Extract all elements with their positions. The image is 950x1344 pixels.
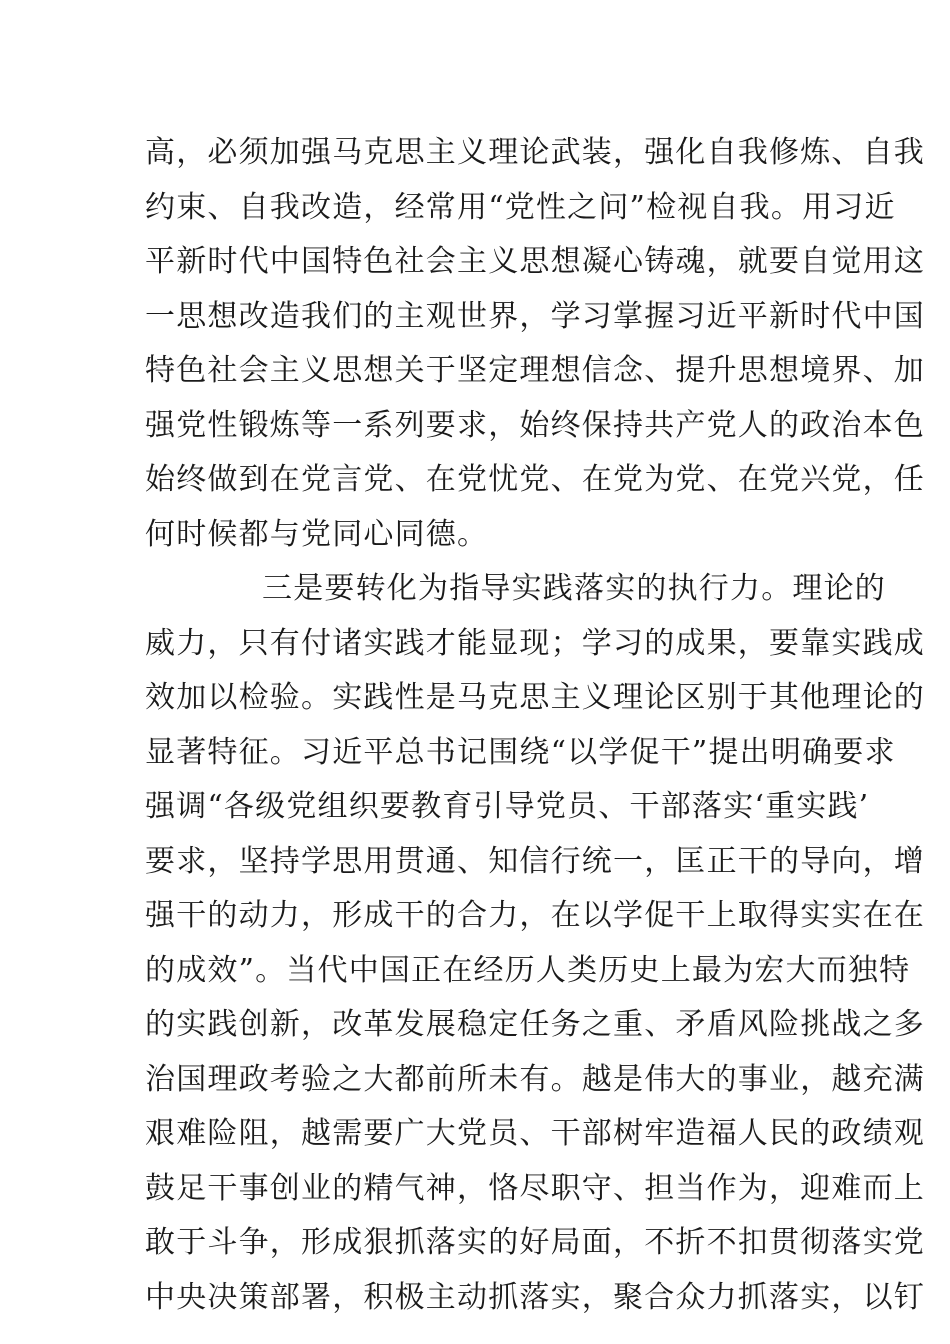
text-line: 显著特征。习近平总书记围绕“以学促干”提出明确要求 <box>145 734 896 770</box>
text-line: 高，必须加强马克思主义理论武装，强化自我修炼、自我 <box>145 135 925 170</box>
text-line: 艰难险阻，越需要广大党员、干部树牢造福人民的政绩观 <box>145 1116 925 1151</box>
text-line: 约束、自我改造，经常用“党性之问”检视自我。用习近 <box>145 189 896 225</box>
text-line: 的实践创新，改革发展稳定任务之重、矛盾风险挑战之多 <box>145 1007 925 1042</box>
text-line: 特色社会主义思想关于坚定理想信念、提升思想境界、加 <box>145 353 925 388</box>
text-line: 平新时代中国特色社会主义思想凝心铸魂，就要自觉用这 <box>145 244 925 279</box>
text-line: 一思想改造我们的主观世界，学习掌握习近平新时代中国 <box>145 298 925 334</box>
text-line: 始终做到在党言党、在党忧党、在党为党、在党兴党，任 <box>145 462 925 497</box>
text-line: 治国理政考验之大都前所未有。越是伟大的事业，越充满 <box>145 1061 925 1097</box>
text-line: 鼓足干事创业的精气神，恪尽职守、担当作为，迎难而上 <box>145 1170 925 1206</box>
text-line: 强调“各级党组织要教育引导党员、干部落实‘重实践’ <box>145 789 870 824</box>
text-line: 强干的动力，形成干的合力，在以学促干上取得实实在在 <box>145 898 925 933</box>
text-line: 的成效”。当代中国正在经历人类历史上最为宏大而独特 <box>145 952 911 988</box>
text-line: 要求，坚持学思用贯通、知信行统一，匡正干的导向，增 <box>145 843 925 879</box>
text-line: 何时候都与党同心同德。 <box>145 516 489 552</box>
text-line: 中央决策部署，积极主动抓落实，聚合众力抓落实，以钉 <box>145 1279 925 1315</box>
text-line: 威力，只有付诸实践才能显现；学习的成果，要靠实践成 <box>145 625 925 661</box>
text-line: 效加以检验。实践性是马克思主义理论区别于其他理论的 <box>145 680 925 715</box>
text-line: 敢于斗争，形成狠抓落实的好局面，不折不扣贯彻落实党 <box>145 1225 925 1260</box>
text-line: 强党性锻炼等一系列要求，始终保持共产党人的政治本色 <box>145 407 925 443</box>
body-text <box>145 126 925 1325</box>
paragraph-start-line: 三是要转化为指导实践落实的执行力。理论的 <box>262 571 886 606</box>
